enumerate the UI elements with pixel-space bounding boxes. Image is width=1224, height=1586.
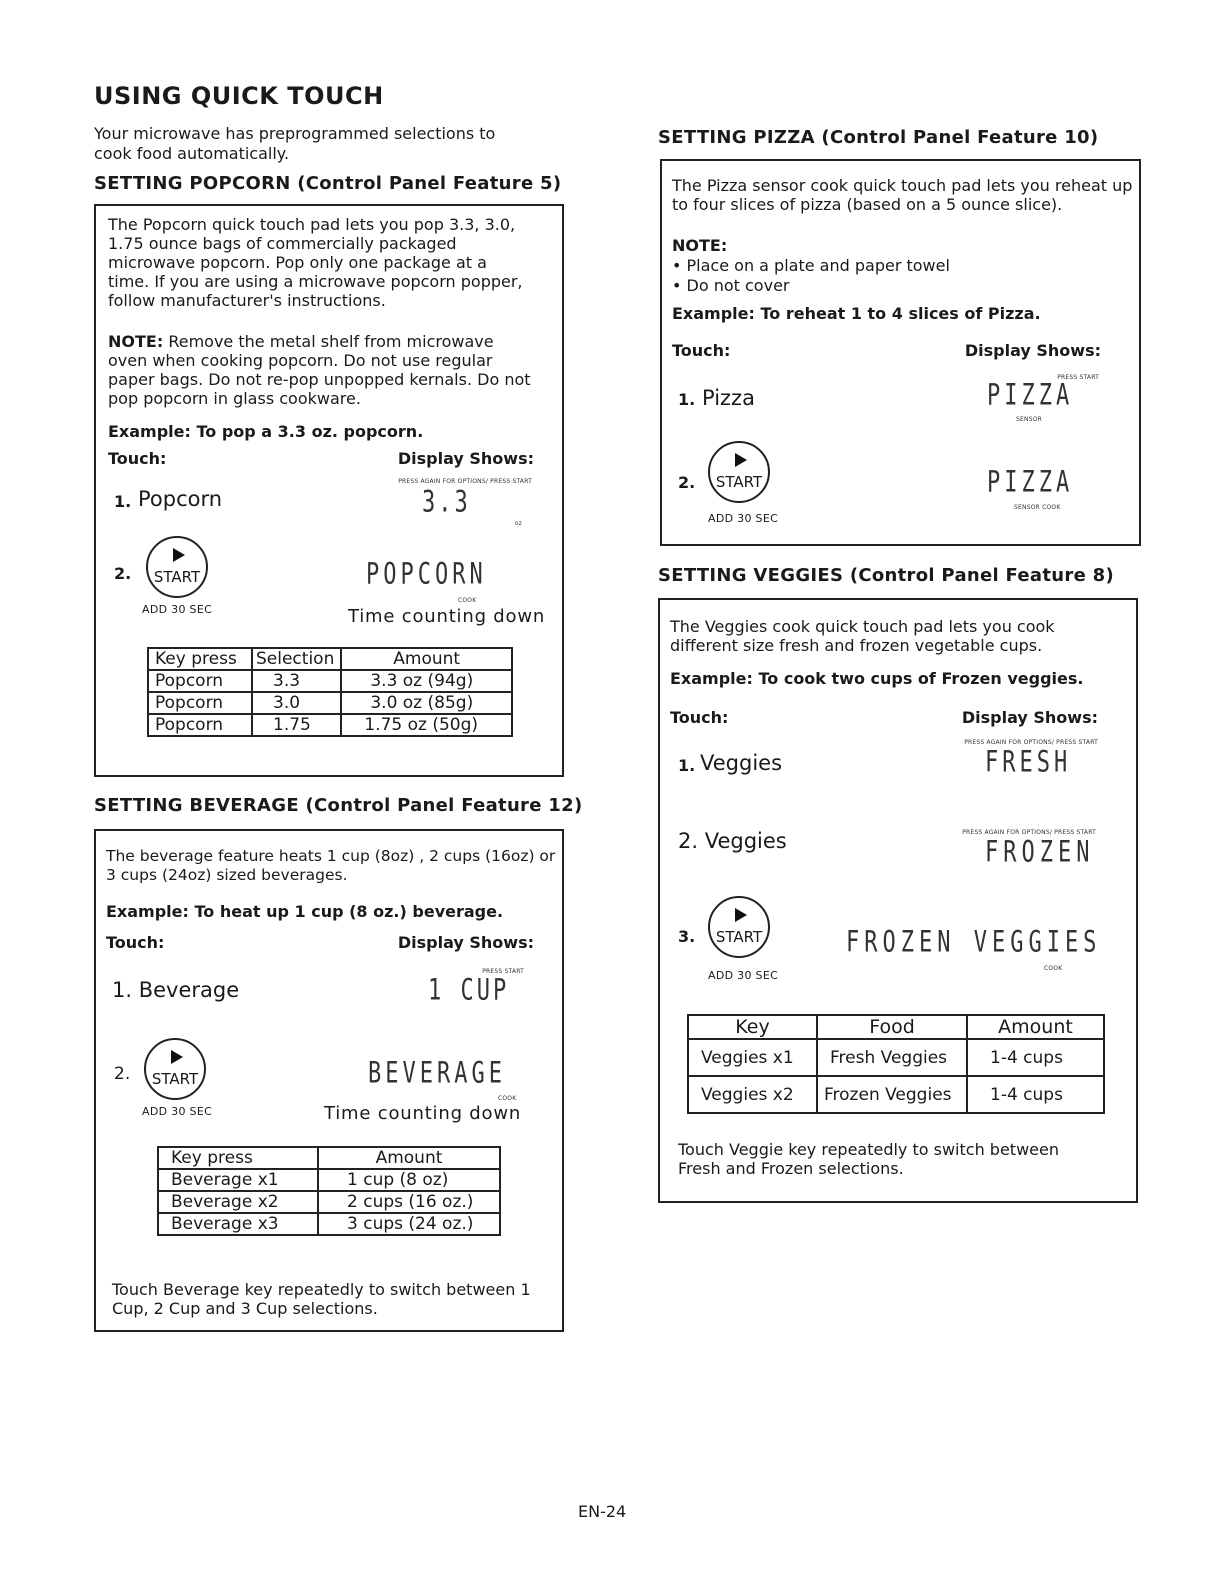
- table-header: Amount: [967, 1015, 1104, 1039]
- table-cell: 1 cup (8 oz): [318, 1169, 500, 1191]
- beverage-step2-lcd: BEVERAGE: [368, 1057, 506, 1091]
- veggies-step3-lcd: FROZEN VEGGIES: [846, 926, 1102, 960]
- table-header: Amount: [341, 648, 512, 670]
- beverage-add30-label: ADD 30 SEC: [142, 1105, 213, 1118]
- table-row: [148, 692, 512, 714]
- veggies-box: [658, 598, 1138, 1203]
- popcorn-touch-header: Touch:: [108, 449, 167, 468]
- table-header-row: [688, 1015, 1104, 1039]
- popcorn-note-label: NOTE:: [108, 332, 164, 351]
- table-cell: 3.3: [252, 670, 341, 692]
- table-cell: Frozen Veggies: [817, 1076, 967, 1113]
- pizza-step1-lcd: PIZZA: [987, 379, 1074, 413]
- popcorn-start-button: [146, 536, 208, 598]
- veggies-table: [687, 1014, 1105, 1114]
- popcorn-table: [147, 647, 513, 737]
- popcorn-box: [94, 204, 564, 777]
- popcorn-description: The Popcorn quick touch pad lets you pop 3.3, 3.0, 1.75 ounce bags of commercially packaged microwave popcorn. Pop only one package at a time. If you are using a microwave popcorn popper, follow manufacturer's instructions.: [108, 215, 523, 310]
- table-row: [148, 670, 512, 692]
- pizza-display-header: Display Shows:: [964, 341, 1101, 360]
- beverage-step1-lcd: 1 CUP: [428, 974, 510, 1008]
- start-label: START: [151, 1070, 199, 1088]
- start-label: START: [715, 473, 763, 491]
- start-label: START: [153, 568, 201, 586]
- table-row: [158, 1191, 500, 1213]
- table-cell: 1.75: [252, 714, 341, 736]
- table-cell: Fresh Veggies: [817, 1039, 967, 1076]
- table-cell: 1.75 oz (50g): [341, 714, 512, 736]
- table-header-row: [148, 648, 512, 670]
- table-cell: 1-4 cups: [967, 1039, 1104, 1076]
- table-cell: Beverage x3: [158, 1213, 318, 1235]
- veggies-footer: Touch Veggie key repeatedly to switch between Fresh and Frozen selections.: [678, 1140, 1059, 1178]
- table-row: [148, 714, 512, 736]
- popcorn-section-title: SETTING POPCORN (Control Panel Feature 5): [94, 173, 562, 194]
- veggies-step2-label: 2. Veggies: [678, 829, 787, 853]
- pizza-step1-label: Pizza: [702, 386, 755, 410]
- pizza-step1-indicator: PRESS START: [1057, 374, 1099, 381]
- table-header: Selection: [252, 648, 341, 670]
- popcorn-step1-label: Popcorn: [138, 487, 223, 511]
- pizza-step2-lcd: PIZZA: [987, 466, 1074, 500]
- pizza-add30-label: ADD 30 SEC: [708, 512, 779, 525]
- veggies-step1-number: 1.: [678, 756, 696, 775]
- pizza-note-1: • Place on a plate and paper towel: [672, 256, 950, 275]
- play-icon: [171, 1050, 183, 1064]
- popcorn-note: [108, 332, 533, 408]
- pizza-example: Example: To reheat 1 to 4 slices of Pizza.: [672, 304, 1041, 323]
- veggies-step1-lcd: FRESH: [985, 746, 1072, 780]
- popcorn-example: Example: To pop a 3.3 oz. popcorn.: [108, 422, 424, 441]
- start-label: START: [715, 928, 763, 946]
- beverage-step2-number: 2.: [114, 1064, 131, 1084]
- popcorn-step2-text: Time counting down: [348, 606, 546, 627]
- beverage-table: [157, 1146, 501, 1236]
- table-header: Food: [817, 1015, 967, 1039]
- veggies-touch-header: Touch:: [670, 708, 729, 727]
- beverage-box: [94, 829, 564, 1332]
- table-header: Amount: [318, 1147, 500, 1169]
- beverage-display-header: Display Shows:: [397, 933, 534, 952]
- table-cell: Veggies x2: [688, 1076, 817, 1113]
- table-cell: 3 cups (24 oz.): [318, 1213, 500, 1235]
- popcorn-step2-indicator: COOK: [458, 597, 477, 604]
- pizza-touch-header: Touch:: [672, 341, 731, 360]
- table-cell: 2 cups (16 oz.): [318, 1191, 500, 1213]
- popcorn-step1-indicator: PRESS AGAIN FOR OPTIONS/ PRESS START: [398, 478, 532, 485]
- pizza-section-title: SETTING PIZZA (Control Panel Feature 10): [658, 127, 1099, 148]
- popcorn-note-text: Remove the metal shelf from microwave oven when cooking popcorn. Do not use regular paper bags. Do not re-pop unpopped kernals. Do not pop popcorn in glass cookware.: [108, 332, 531, 408]
- veggies-start-button: [708, 896, 770, 958]
- table-row: [158, 1213, 500, 1235]
- table-cell: 3.3 oz (94g): [341, 670, 512, 692]
- beverage-example: Example: To heat up 1 cup (8 oz.) beverage.: [106, 902, 504, 921]
- beverage-step2-indicator: COOK: [498, 1095, 517, 1102]
- popcorn-step2-lcd: POPCORN: [366, 558, 487, 592]
- table-cell: Veggies x1: [688, 1039, 817, 1076]
- table-cell: 1-4 cups: [967, 1076, 1104, 1113]
- table-cell: Popcorn: [148, 670, 252, 692]
- pizza-step2-indicator: SENSOR COOK: [1014, 504, 1061, 511]
- veggies-step1-indicator: PRESS AGAIN FOR OPTIONS/ PRESS START: [964, 739, 1098, 746]
- beverage-section-title: SETTING BEVERAGE (Control Panel Feature 12): [94, 795, 583, 816]
- veggies-step3-number: 3.: [678, 927, 696, 946]
- table-header: Key press: [148, 648, 252, 670]
- table-row: [688, 1039, 1104, 1076]
- beverage-touch-header: Touch:: [106, 933, 165, 952]
- page-number: EN-24: [578, 1502, 627, 1521]
- popcorn-step1-lcd: 3.3: [422, 486, 471, 520]
- beverage-footer: Touch Beverage key repeatedly to switch between 1 Cup, 2 Cup and 3 Cup selections.: [112, 1280, 531, 1318]
- pizza-box: [660, 159, 1141, 546]
- beverage-step1-label: 1. Beverage: [112, 978, 240, 1002]
- veggies-display-header: Display Shows:: [961, 708, 1098, 727]
- table-header: Key: [688, 1015, 817, 1039]
- veggies-example: Example: To cook two cups of Frozen veggies.: [670, 669, 1084, 688]
- pizza-step1-number: 1.: [678, 390, 696, 409]
- veggies-description: The Veggies cook quick touch pad lets you cook different size fresh and frozen vegetable cups.: [670, 617, 1055, 655]
- play-icon: [735, 908, 747, 922]
- beverage-step1-indicator: PRESS START: [482, 968, 524, 975]
- pizza-note-label: NOTE:: [672, 236, 728, 255]
- table-cell: Beverage x1: [158, 1169, 318, 1191]
- pizza-step1-indicator2: SENSOR: [1016, 416, 1042, 423]
- table-cell: Popcorn: [148, 714, 252, 736]
- veggies-step2-indicator: PRESS AGAIN FOR OPTIONS/ PRESS START: [962, 829, 1096, 836]
- play-icon: [735, 453, 747, 467]
- popcorn-display-header: Display Shows:: [397, 449, 534, 468]
- veggies-step2-lcd: FROZEN: [985, 836, 1095, 870]
- pizza-note-2: • Do not cover: [672, 276, 790, 295]
- veggies-add30-label: ADD 30 SEC: [708, 969, 779, 982]
- table-cell: Popcorn: [148, 692, 252, 714]
- table-row: [688, 1076, 1104, 1113]
- table-header: Key press: [158, 1147, 318, 1169]
- beverage-step2-text: Time counting down: [324, 1103, 522, 1124]
- pizza-description: The Pizza sensor cook quick touch pad lets you reheat up to four slices of pizza (based on a 5 ounce slice).: [672, 176, 1133, 214]
- table-header-row: [158, 1147, 500, 1169]
- table-cell: 3.0: [252, 692, 341, 714]
- popcorn-step1-unit: oz: [514, 520, 522, 527]
- veggies-step1-label: Veggies: [700, 751, 783, 775]
- popcorn-add30-label: ADD 30 SEC: [142, 603, 213, 616]
- table-cell: 3.0 oz (85g): [341, 692, 512, 714]
- popcorn-step1-number: 1.: [114, 492, 132, 511]
- veggies-step3-indicator: COOK: [1044, 965, 1063, 972]
- popcorn-step2-number: 2.: [114, 564, 132, 583]
- play-icon: [173, 548, 185, 562]
- pizza-step2-number: 2.: [678, 473, 696, 492]
- veggies-section-title: SETTING VEGGIES (Control Panel Feature 8): [658, 565, 1114, 586]
- pizza-start-button: [708, 441, 770, 503]
- beverage-start-button: [144, 1038, 206, 1100]
- table-cell: Beverage x2: [158, 1191, 318, 1213]
- page-title: USING QUICK TOUCH: [94, 82, 384, 110]
- beverage-description: The beverage feature heats 1 cup (8oz) , 2 cups (16oz) or 3 cups (24oz) sized beverages.: [106, 847, 556, 884]
- intro-text: Your microwave has preprogrammed selections to cook food automatically.: [94, 124, 496, 163]
- table-row: [158, 1169, 500, 1191]
